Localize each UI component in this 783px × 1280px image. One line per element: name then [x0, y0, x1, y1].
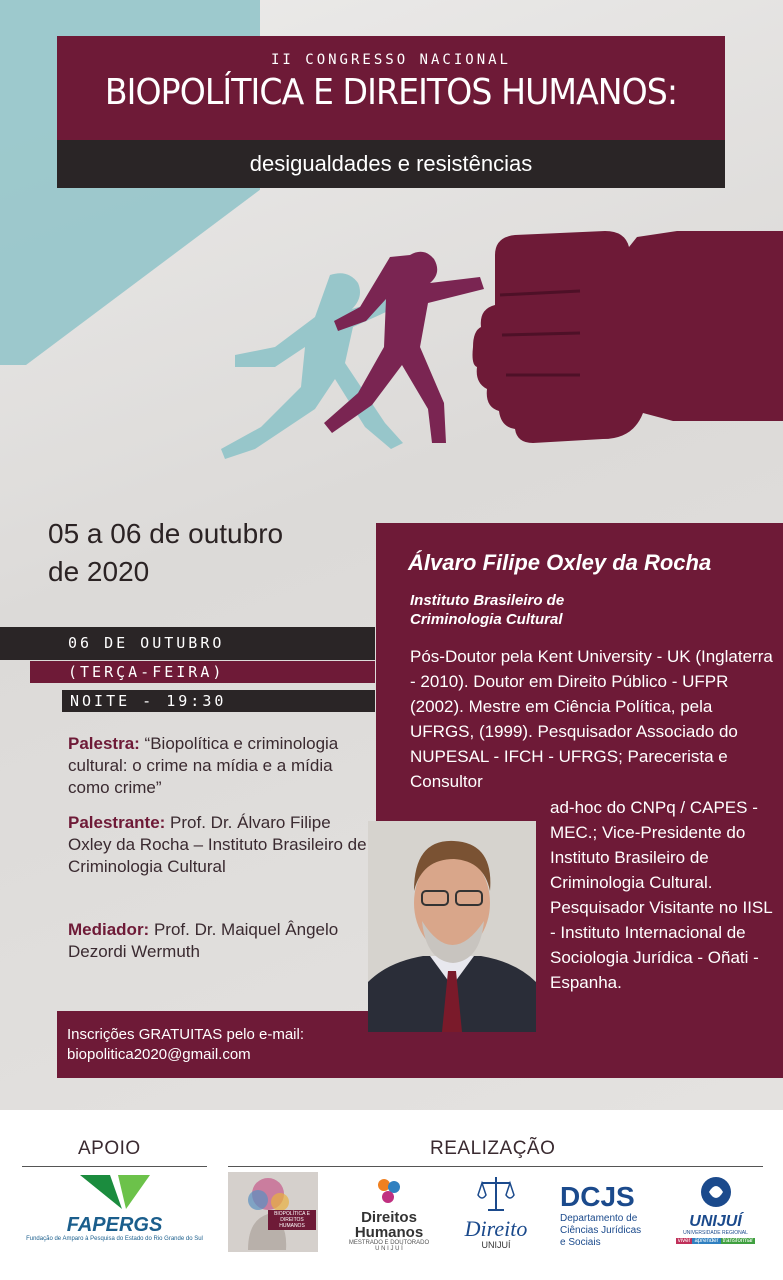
- mediador-text: Prof. Dr. Maiquel Ângelo Dezordi Wermuth: [68, 920, 339, 961]
- palestrante-label: Palestrante:: [68, 813, 166, 832]
- unijui-tag-transformar: transformar: [722, 1238, 754, 1244]
- header-banner: [57, 36, 725, 140]
- congress-title: BIOPOLÍTICA E DIREITOS HUMANOS:: [104, 72, 678, 113]
- dh-swirl-icon: [374, 1175, 404, 1205]
- palestra-text: “Biopolítica e criminologia cultural: o crime na mídia e a mídia como crime”: [68, 734, 339, 797]
- dh-line-2: Humanos: [354, 1224, 424, 1241]
- speaker-bio-bottom: ad-hoc do CNPq / CAPES - MEC.; Vice-Presidente do Instituto Brasileiro de Criminologia Cultural. Pesquisador Visitante no IISL - Instituto Internacional de Sociologia Jurídica - Oñati - Espanha.: [550, 798, 773, 992]
- dcjs-name: DCJS: [560, 1181, 635, 1212]
- mediador-block: [68, 919, 368, 963]
- giant-fist: [473, 231, 783, 443]
- registration-text: Inscrições GRATUITAS pelo e-mail:: [67, 1026, 305, 1043]
- palestra-label: Palestra:: [68, 734, 140, 753]
- speaker-name: Álvaro Filipe Oxley da Rocha: [408, 550, 712, 575]
- unijui-tag-viver: viver: [677, 1238, 691, 1244]
- event-logo-text: BIOPOLÍTICA E DIREITOS HUMANOS: [268, 1210, 316, 1230]
- unijui-tags: [668, 1238, 763, 1244]
- weekday-bar: (TERÇA-FEIRA): [30, 661, 375, 683]
- direito-sub: UNIJUÍ: [481, 1240, 511, 1250]
- registration-email[interactable]: biopolitica2020@gmail.com: [67, 1046, 251, 1063]
- speaker-bio-top: Pós-Doutor pela Kent University - UK (Inglaterra - 2010). Doutor em Direito Público - UFPR (2002). Mestre em Ciência Política, pela UFRGS, (1999). Pesquisador Associado do NUPESAL - IFCH - UFRGS; Parecerista e Consultor: [410, 647, 773, 791]
- fapergs-mark-icon: [80, 1175, 150, 1209]
- direitos-humanos-logo: [348, 1175, 430, 1252]
- event-logo: [228, 1172, 318, 1252]
- direito-name: Direito: [464, 1216, 528, 1241]
- congress-subtitle: desigualdades e resistências: [57, 140, 725, 188]
- dh-line-1: Direitos: [361, 1209, 417, 1226]
- fapergs-name: FAPERGS: [66, 1214, 163, 1236]
- unijui-logo: [668, 1175, 763, 1244]
- scales-of-justice-icon: [476, 1175, 516, 1213]
- congress-kicker: II CONGRESSO NACIONAL: [270, 52, 511, 68]
- time-bar: NOITE - 19:30: [62, 690, 375, 712]
- dh-sub-2: U N I J U Í: [375, 1246, 403, 1252]
- date-line-1: 05 a 06 de outubro: [48, 518, 284, 549]
- direito-logo: [456, 1175, 536, 1250]
- realizacao-divider: [228, 1166, 763, 1167]
- unijui-tag-aprender: aprender: [694, 1238, 719, 1244]
- palestrante-block: [68, 812, 368, 878]
- realizacao-label: REALIZAÇÃO: [430, 1138, 556, 1159]
- fapergs-logo: [22, 1175, 207, 1242]
- speaker-photo: [368, 821, 536, 1032]
- apoio-divider: [22, 1166, 207, 1167]
- unijui-subtitle: UNIVERSIDADE REGIONAL: [683, 1230, 748, 1236]
- day-bar: 06 DE OUTUBRO: [0, 627, 375, 660]
- mediador-label: Mediador:: [68, 920, 150, 939]
- date-line-2: de 2020: [48, 556, 150, 587]
- registration-panel: [57, 1011, 376, 1078]
- palestrante-text: Prof. Dr. Álvaro Filipe Oxley da Rocha – Instituto Brasileiro de Criminologia Cultural: [68, 813, 367, 876]
- dcjs-subtitle: Departamento de Ciências Jurídicas e Sociais: [560, 1213, 642, 1248]
- unijui-emblem-icon: [699, 1175, 733, 1209]
- unijui-name: UNIJUÍ: [689, 1213, 742, 1230]
- protest-illustration: [180, 215, 783, 505]
- speaker-institution: Instituto Brasileiro de Criminologia Cultural: [410, 592, 565, 628]
- event-date-range: [48, 515, 348, 591]
- dcjs-logo: [560, 1175, 650, 1249]
- fapergs-subtitle: Fundação de Amparo à Pesquisa do Estado do Rio Grande do Sul: [26, 1236, 203, 1242]
- dh-sub: MESTRADO E DOUTORADO: [348, 1240, 430, 1246]
- apoio-label: APOIO: [78, 1138, 141, 1159]
- footer: [0, 1110, 783, 1280]
- palestra-block: [68, 733, 368, 799]
